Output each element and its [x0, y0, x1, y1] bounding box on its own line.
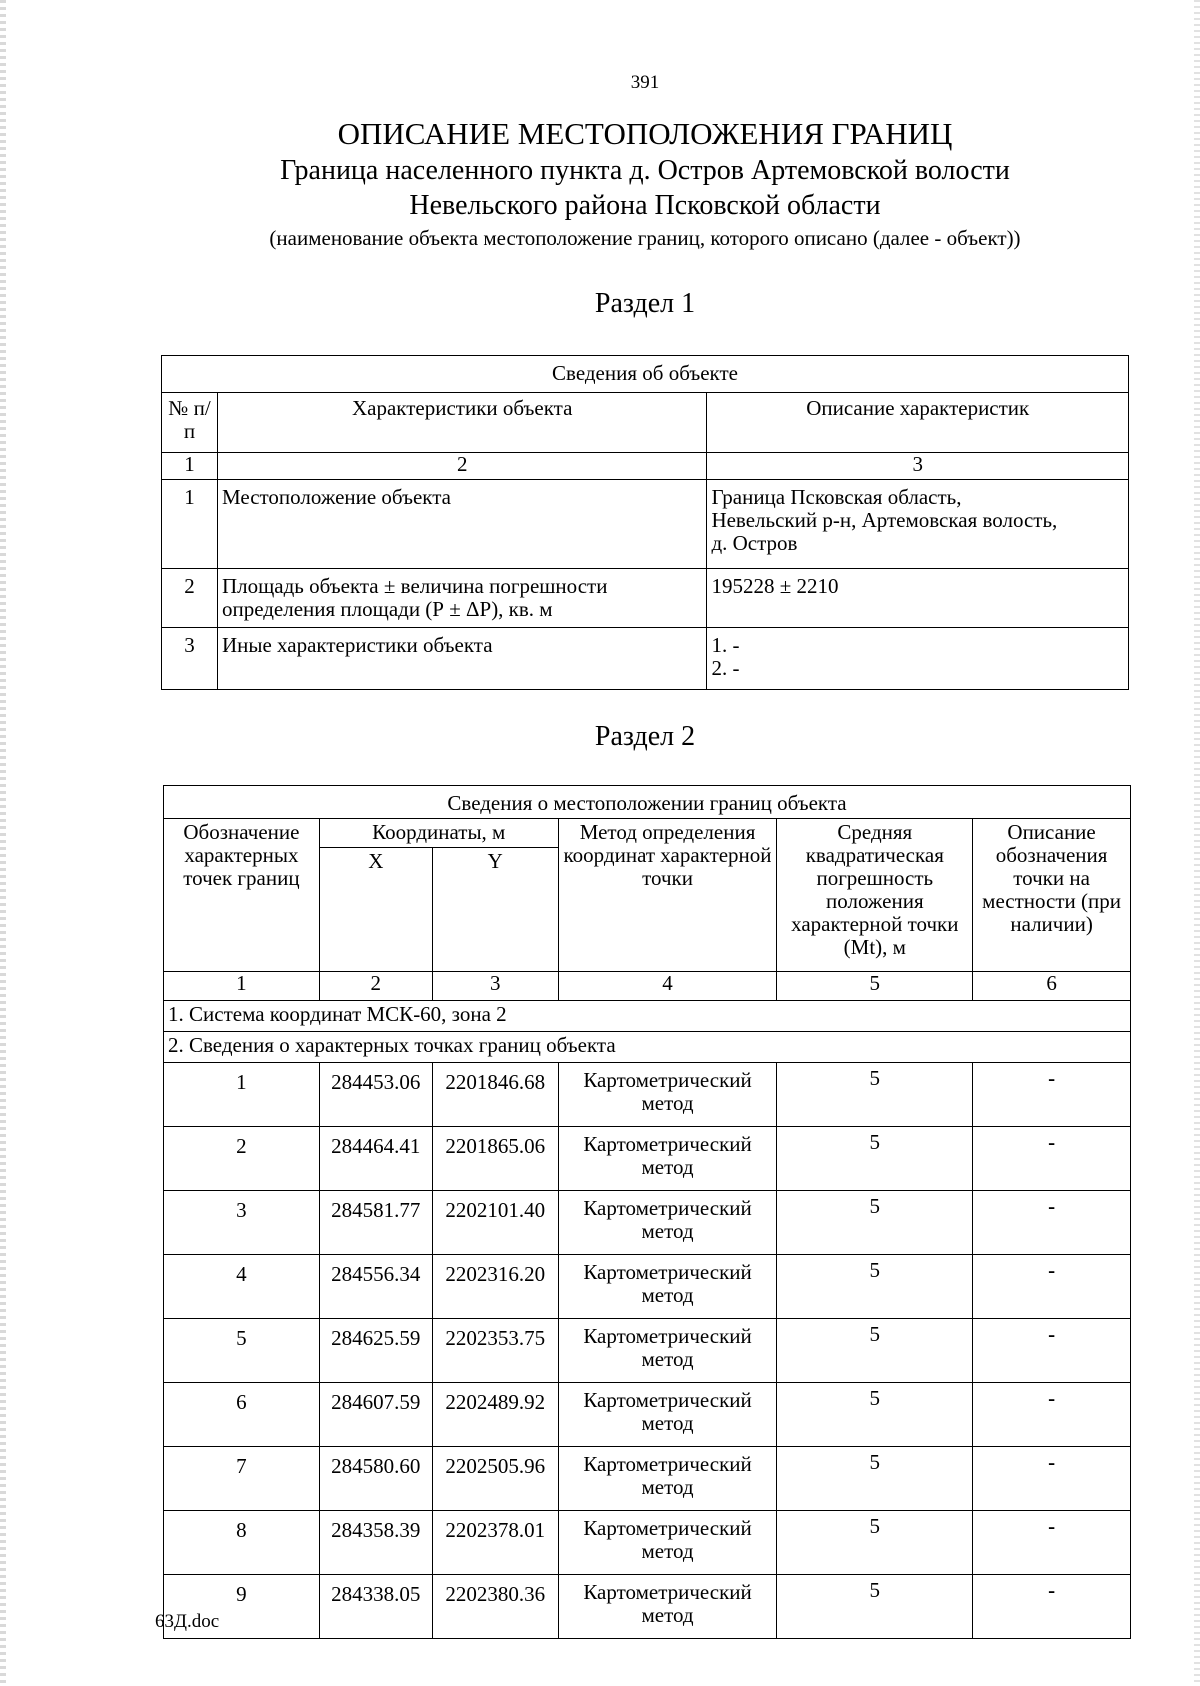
point-number: 3	[164, 1191, 320, 1255]
point-method: Картометрический метод	[558, 1447, 777, 1511]
point-number: 1	[164, 1063, 320, 1127]
point-y: 2202353.75	[432, 1319, 558, 1383]
index-cell: 2	[217, 453, 706, 480]
col-header-point: Обозначение характерных точек границ	[164, 819, 320, 972]
point-description: -	[973, 1191, 1131, 1255]
point-method: Картометрический метод	[558, 1511, 777, 1575]
point-number: 6	[164, 1383, 320, 1447]
row-num: 2	[162, 569, 218, 628]
value-line: Невельский р-н, Артемовская волость,	[711, 508, 1058, 532]
file-name-footer: 63Д.doc	[155, 1611, 220, 1632]
index-cell: 1	[164, 972, 320, 1001]
section2-heading: Раздел 2	[594, 721, 696, 752]
row-num: 1	[162, 480, 218, 569]
col-header-method: Метод определения координат характерной точки	[558, 819, 777, 972]
point-number: 5	[164, 1319, 320, 1383]
point-y: 2201865.06	[432, 1127, 558, 1191]
point-y: 2202101.40	[432, 1191, 558, 1255]
point-y: 2202505.96	[432, 1447, 558, 1511]
point-y: 2201846.68	[432, 1063, 558, 1127]
coordinate-system-row: 1. Система координат МСК-60, зона 2	[164, 1001, 1131, 1032]
value-line: 195228 ± 2210	[711, 574, 839, 598]
table-row	[164, 1319, 1131, 1383]
section1-heading: Раздел 1	[594, 288, 696, 319]
point-x: 284607.59	[319, 1383, 432, 1447]
scan-edge-left	[0, 0, 6, 1686]
table-row	[164, 1127, 1131, 1191]
point-description: -	[973, 1511, 1131, 1575]
table-row	[164, 1447, 1131, 1511]
point-mt: 5	[777, 1063, 973, 1127]
point-number: 7	[164, 1447, 320, 1511]
row-num: 3	[162, 628, 218, 690]
point-number: 8	[164, 1511, 320, 1575]
point-x: 284580.60	[319, 1447, 432, 1511]
document-subtitle-line1: Граница населенного пункта д. Остров Артемовской волости	[280, 155, 1010, 186]
col-header-characteristic: Характеристики объекта	[217, 393, 706, 453]
index-cell: 6	[973, 972, 1131, 1001]
point-x: 284625.59	[319, 1319, 432, 1383]
col-header-coords: Координаты, м	[319, 819, 558, 848]
point-mt: 5	[777, 1319, 973, 1383]
point-method: Картометрический метод	[558, 1063, 777, 1127]
row-value	[707, 569, 1129, 628]
point-description: -	[973, 1127, 1131, 1191]
point-y: 2202378.01	[432, 1511, 558, 1575]
point-description: -	[973, 1319, 1131, 1383]
point-number: 9	[164, 1575, 320, 1639]
point-number: 4	[164, 1255, 320, 1319]
value-line: Граница Псковская область,	[711, 485, 962, 509]
point-description: -	[973, 1447, 1131, 1511]
page-number: 391	[630, 72, 660, 93]
point-method: Картометрический метод	[558, 1383, 777, 1447]
index-cell: 4	[558, 972, 777, 1001]
point-mt: 5	[777, 1191, 973, 1255]
scan-edge-right	[1194, 0, 1200, 1686]
point-description: -	[973, 1383, 1131, 1447]
point-description: -	[973, 1575, 1131, 1639]
point-method: Картометрический метод	[558, 1255, 777, 1319]
table-row	[164, 1063, 1131, 1127]
point-mt: 5	[777, 1511, 973, 1575]
row-name: Площадь объекта ± величина погрешности определения площади (Р ± ΔР), кв. м	[217, 569, 706, 628]
row-value	[707, 480, 1129, 569]
value-line: д. Остров	[711, 531, 798, 555]
index-cell: 1	[162, 453, 218, 480]
object-info-table-title: Сведения об объекте	[162, 356, 1129, 393]
point-x: 284556.34	[319, 1255, 432, 1319]
boundary-table-title: Сведения о местоположении границ объекта	[164, 786, 1131, 819]
row-name: Местоположение объекта	[217, 480, 706, 569]
point-x: 284453.06	[319, 1063, 432, 1127]
table-row	[162, 569, 1129, 628]
point-mt: 5	[777, 1255, 973, 1319]
point-mt: 5	[777, 1575, 973, 1639]
point-number: 2	[164, 1127, 320, 1191]
document-title: ОПИСАНИЕ МЕСТОПОЛОЖЕНИЯ ГРАНИЦ	[337, 116, 953, 151]
point-method: Картометрический метод	[558, 1127, 777, 1191]
point-mt: 5	[777, 1127, 973, 1191]
col-header-mt: Средняя квадратическая погрешность положения характерной точки (Mt), м	[777, 819, 973, 972]
table-row	[164, 1255, 1131, 1319]
index-cell: 3	[432, 972, 558, 1001]
points-subheading-row: 2. Сведения о характерных точках границ объекта	[164, 1032, 1131, 1063]
point-method: Картометрический метод	[558, 1575, 777, 1639]
point-mt: 5	[777, 1383, 973, 1447]
boundary-points-table	[163, 785, 1131, 1639]
col-header-y: Y	[432, 848, 558, 972]
point-x: 284581.77	[319, 1191, 432, 1255]
table-row	[162, 628, 1129, 690]
index-cell: 5	[777, 972, 973, 1001]
col-header-description: Описание характеристик	[707, 393, 1129, 453]
point-x: 284358.39	[319, 1511, 432, 1575]
index-cell: 3	[707, 453, 1129, 480]
point-x: 284338.05	[319, 1575, 432, 1639]
point-description: -	[973, 1255, 1131, 1319]
table-row	[162, 480, 1129, 569]
table-row	[164, 1575, 1131, 1639]
document-note: (наименование объекта местоположение границ, которого описано (далее - объект))	[269, 226, 1021, 250]
document-subtitle-line2: Невельского района Псковской области	[409, 190, 881, 221]
value-line: 1. -	[711, 633, 740, 657]
point-y: 2202316.20	[432, 1255, 558, 1319]
point-description: -	[973, 1063, 1131, 1127]
object-info-table	[161, 355, 1129, 690]
table-row	[164, 1383, 1131, 1447]
point-method: Картометрический метод	[558, 1319, 777, 1383]
row-name: Иные характеристики объекта	[217, 628, 706, 690]
table-row	[164, 1511, 1131, 1575]
col-header-desc: Описание обозначения точки на местности (при наличии)	[973, 819, 1131, 972]
table-row	[164, 1191, 1131, 1255]
col-header-num: № п/п	[162, 393, 218, 453]
row-value	[707, 628, 1129, 690]
point-mt: 5	[777, 1447, 973, 1511]
point-y: 2202380.36	[432, 1575, 558, 1639]
index-cell: 2	[319, 972, 432, 1001]
point-y: 2202489.92	[432, 1383, 558, 1447]
point-method: Картометрический метод	[558, 1191, 777, 1255]
value-line: 2. -	[711, 656, 740, 680]
point-x: 284464.41	[319, 1127, 432, 1191]
col-header-x: X	[319, 848, 432, 972]
